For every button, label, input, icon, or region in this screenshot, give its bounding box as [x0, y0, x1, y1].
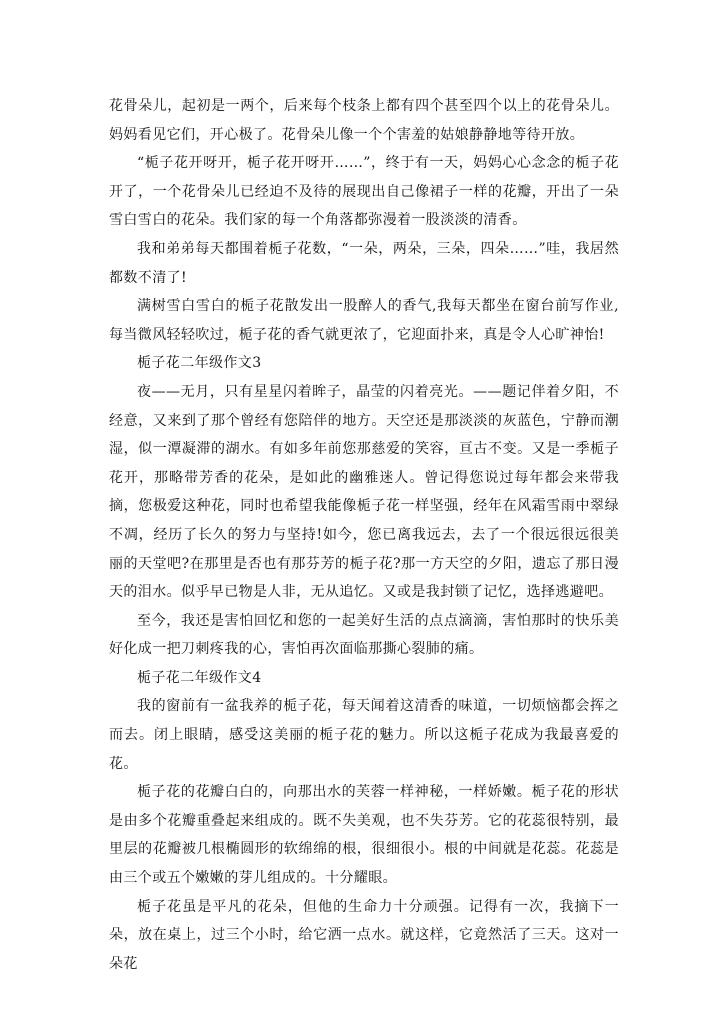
paragraph-2: “栀子花开呀开，栀子花开呀开……”，终于有一天，妈妈心心念念的栀子花开了，一个花骨朵儿已经迫不及待的展现出自己像裙子一样的花瓣，开出了一朵雪白雪白的花朵。我们家的每一个角落都弥漫着一股淡淡的清香。 [109, 155, 619, 229]
paragraph-3: 我和弟弟每天都围着栀子花数，“一朵，两朵，三朵，四朵……”哇，我居然都数不清了! [109, 240, 619, 286]
section-heading-3: 栀子花二年级作文3 [137, 355, 262, 372]
section-heading-4: 栀子花二年级作文4 [137, 669, 262, 686]
document-page [109, 92, 619, 978]
paragraph-5: 夜——无月，只有星星闪着眸子，晶莹的闪着亮光。——题记伴着夕阳，不经意，又来到了那个曾经有您陪伴的地方。天空还是那淡淡的灰蓝色，宁静而潮湿，似一潭凝滞的湖水。有如多年前您那慈爱的笑容，亘古不变。又是一季栀子花开，那略带芳香的花朵，是如此的幽雅迷人。曾记得您说过每年都会来带我摘，您极爱这种花，同时也希望我能像栀子花一样坚强，经年在风霜雪雨中翠绿不凋，经历了长久的努力与坚持!如今，您已离我远去，去了一个很远很远很美丽的天堂吧?在那里是否也有那芬芳的栀子花?那一方天空的夕阳，遗忘了那日漫天的泪水。似乎早已物是人非，无从追忆。又或是我封锁了记忆，选择逃避吧。 [109, 383, 619, 601]
paragraph-9: 栀子花虽是平凡的花朵，但他的生命力十分顽强。记得有一次，我摘下一朵，放在桌上，过三个小时，给它洒一点水。就这样，它竟然活了三天。这对一朵花 [109, 898, 619, 972]
paragraph-4: 满树雪白雪白的栀子花散发出一股醉人的香气,我每天都坐在窗台前写作业,每当微风轻轻吹过，栀子花的香气就更浓了，它迎面扑来，真是令人心旷神怡! [109, 298, 619, 343]
paragraph-8: 栀子花的花瓣白白的，向那出水的芙蓉一样神秘，一样娇嫩。栀子花的形状是由多个花瓣重叠起来组成的。既不失美观，也不失芬芳。它的花蕊很特别，最里层的花瓣被几根椭圆形的软绵绵的根，很细很小。根的中间就是花蕊。花蕊是由三个或五个嫩嫩的芽儿组成的。十分耀眼。 [109, 784, 619, 887]
paragraph-6: 至今，我还是害怕回忆和您的一起美好生活的点点滴滴，害怕那时的快乐美好化成一把刀刺疼我的心，害怕再次面临那撕心裂肺的痛。 [109, 612, 619, 658]
paragraph-7: 我的窗前有一盆我养的栀子花，每天闻着这清香的味道，一切烦恼都会挥之而去。闭上眼睛，感受这美丽的栀子花的魅力。所以这栀子花成为我最喜爱的花。 [109, 698, 619, 772]
paragraph-1: 花骨朵儿，起初是一两个，后来每个枝条上都有四个甚至四个以上的花骨朵儿。妈妈看见它们，开心极了。花骨朵儿像一个个害羞的姑娘静静地等待开放。 [109, 98, 619, 143]
